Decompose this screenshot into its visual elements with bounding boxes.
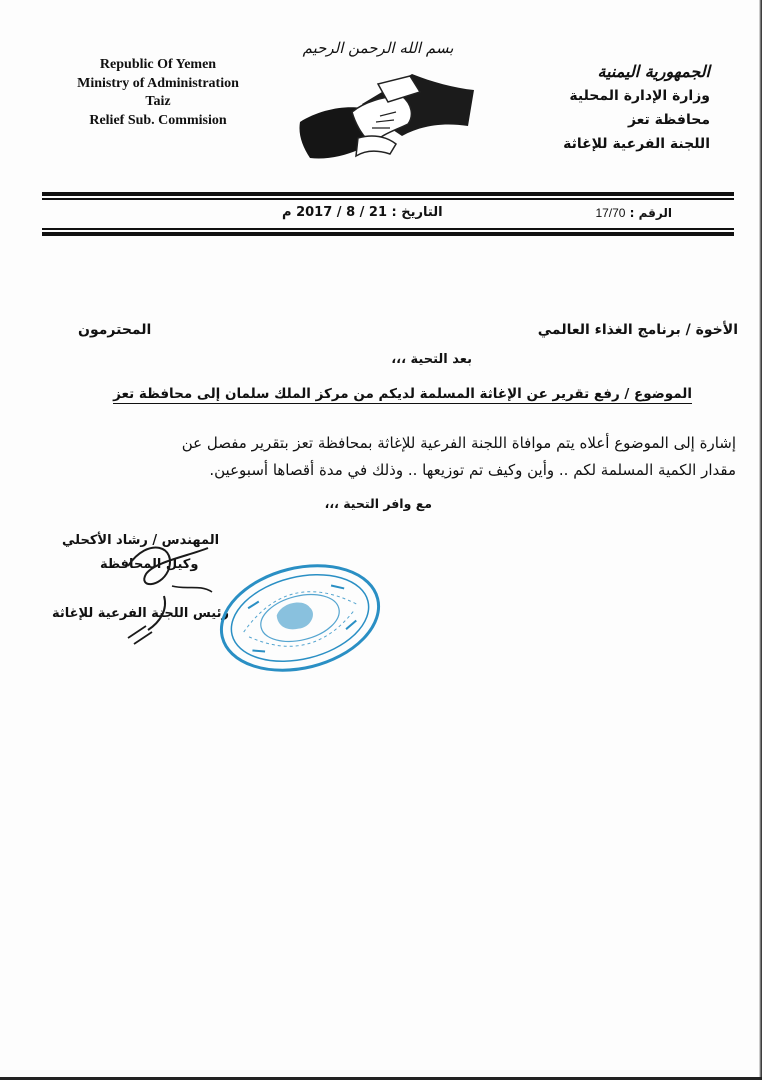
header-divider-top — [42, 192, 734, 196]
salutation-respected: المحترمون — [78, 322, 152, 338]
letterhead-country-ar: الجمهورية اليمنية — [597, 62, 710, 81]
subject-line: الموضوع / رفع تقرير عن الإغاثة المسلمة لديكم من مركز الملك سلمان إلى محافظة تعز — [113, 386, 692, 402]
header-divider-top-thin — [42, 198, 734, 200]
meta-divider-bottom — [42, 232, 734, 236]
letter-date — [282, 205, 443, 220]
greeting: بعد التحية ،،، — [391, 352, 472, 367]
letterhead-ministry-ar: وزارة الإدارة المحلية — [569, 88, 710, 104]
letterhead-commission-en: Relief Sub. Commision — [89, 112, 227, 128]
letterhead-city-en: Taiz — [145, 94, 171, 109]
letterhead-commission-ar: اللجنة الفرعية للإغاثة — [563, 136, 710, 152]
reference-label: الرقم : — [629, 206, 672, 220]
signatory-role: رئيس اللجنة الفرعية للإغاثة — [52, 606, 229, 621]
reference-value: 17/70 — [595, 206, 626, 220]
signatory-title: وكيل المحافظة — [100, 557, 199, 572]
letter-body — [16, 430, 736, 484]
basmala: بسم الله الرحمن الرحيم — [302, 39, 454, 57]
signatory-name: المهندس / رشاد الأكحلي — [62, 533, 220, 548]
date-label: التاريخ : — [391, 205, 443, 220]
letterhead-ministry-en: Ministry of Administration — [77, 75, 239, 91]
reference-number — [595, 206, 672, 220]
date-value: 21 / 8 / 2017 م — [282, 205, 388, 220]
hands-emblem-icon — [292, 64, 492, 180]
meta-divider-thin — [42, 228, 734, 230]
arabic-letterhead — [520, 60, 710, 156]
body-line-2: مقدار الكمية المسلمة لكم .. وأين وكيف تم توزيعها .. وذلك في مدة أقصاها أسبوعين. — [209, 461, 736, 479]
closing-greeting: مع وافر التحية ،،، — [324, 496, 432, 511]
letterhead-country-en: Republic Of Yemen — [99, 57, 217, 72]
body-line-1: إشارة إلى الموضوع أعلاه يتم موافاة اللجنة الفرعية للإغاثة بمحافظة تعز بتقرير مفصل عن — [181, 434, 736, 452]
english-letterhead — [58, 56, 258, 130]
letterhead-city-ar: محافظة تعز — [627, 112, 710, 128]
official-stamp-icon — [212, 558, 387, 678]
addressee: الأخوة / برنامج الغذاء العالمي — [537, 322, 738, 338]
